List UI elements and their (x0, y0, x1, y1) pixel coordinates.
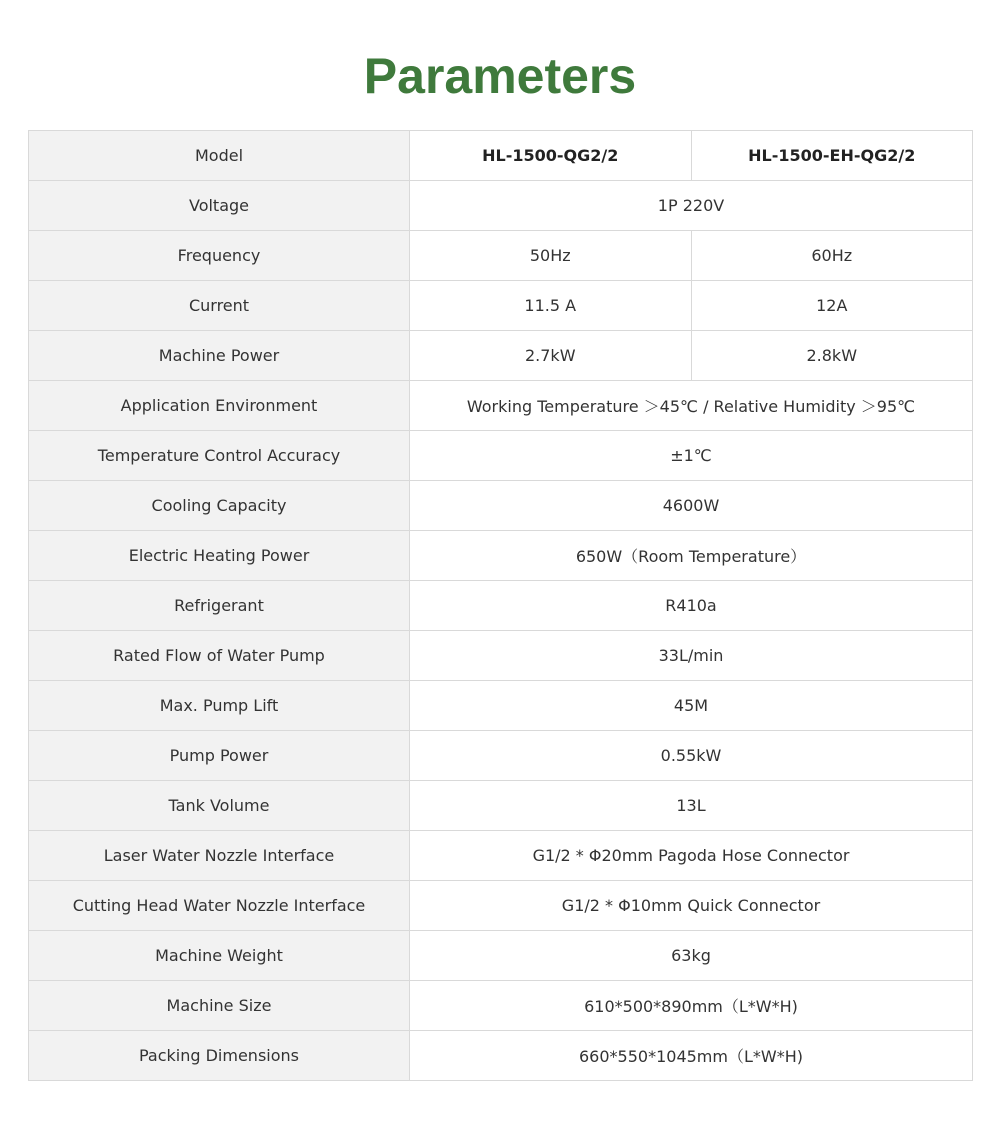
table-row-machine-size (29, 981, 973, 1031)
table-row-machine-weight (29, 931, 973, 981)
row-label: Electric Heating Power (29, 531, 410, 581)
row-value: 33L/min (410, 631, 973, 681)
row-value: 1P 220V (410, 181, 973, 231)
table-row-cutting-head-nozzle (29, 881, 973, 931)
row-label: Pump Power (29, 731, 410, 781)
model-name-2: HL-1500-EH-QG2/2 (691, 131, 973, 181)
table-row-rated-flow (29, 631, 973, 681)
table-row-pump-power (29, 731, 973, 781)
table-row-refrigerant (29, 581, 973, 631)
row-label: Cooling Capacity (29, 481, 410, 531)
row-label: Machine Weight (29, 931, 410, 981)
row-value-model-2: 60Hz (691, 231, 973, 281)
row-value-model-1: 2.7kW (410, 331, 692, 381)
row-label: Refrigerant (29, 581, 410, 631)
table-row-machine-power (29, 331, 973, 381)
table-row-application-environment (29, 381, 973, 431)
row-value: 45M (410, 681, 973, 731)
table-row-frequency (29, 231, 973, 281)
row-value: 660*550*1045mm（L*W*H) (410, 1031, 973, 1081)
row-value: G1/2 * Φ20mm Pagoda Hose Connector (410, 831, 973, 881)
row-value-model-2: 12A (691, 281, 973, 331)
row-label: Machine Power (29, 331, 410, 381)
row-label: Laser Water Nozzle Interface (29, 831, 410, 881)
row-label: Application Environment (29, 381, 410, 431)
row-label: Cutting Head Water Nozzle Interface (29, 881, 410, 931)
row-value: 4600W (410, 481, 973, 531)
row-value-model-1: 11.5 A (410, 281, 692, 331)
table-row-model (29, 131, 973, 181)
row-value: R410a (410, 581, 973, 631)
table-row-current (29, 281, 973, 331)
row-label: Rated Flow of Water Pump (29, 631, 410, 681)
parameters-table (28, 130, 973, 1081)
row-value-model-1: 50Hz (410, 231, 692, 281)
row-value: 13L (410, 781, 973, 831)
page-title: Parameters (363, 48, 637, 104)
row-value: 610*500*890mm（L*W*H) (410, 981, 973, 1031)
row-label: Max. Pump Lift (29, 681, 410, 731)
row-label: Packing Dimensions (29, 1031, 410, 1081)
row-value-model-2: 2.8kW (691, 331, 973, 381)
row-value: Working Temperature ＞45℃ / Relative Humidity ＞95℃ (410, 381, 973, 431)
row-label: Temperature Control Accuracy (29, 431, 410, 481)
row-value: G1/2 * Φ10mm Quick Connector (410, 881, 973, 931)
table-row-tank-volume (29, 781, 973, 831)
row-label: Current (29, 281, 410, 331)
table-row-electric-heating-power (29, 531, 973, 581)
row-label: Frequency (29, 231, 410, 281)
table-row-packing-dimensions (29, 1031, 973, 1081)
row-value: 0.55kW (410, 731, 973, 781)
row-value: ±1℃ (410, 431, 973, 481)
row-value: 650W（Room Temperature） (410, 531, 973, 581)
table-row-max-pump-lift (29, 681, 973, 731)
table-row-voltage (29, 181, 973, 231)
row-label: Machine Size (29, 981, 410, 1031)
row-label: Tank Volume (29, 781, 410, 831)
row-value: 63kg (410, 931, 973, 981)
table-row-temperature-accuracy (29, 431, 973, 481)
row-label: Voltage (29, 181, 410, 231)
table-row-laser-nozzle (29, 831, 973, 881)
row-label: Model (29, 131, 410, 181)
table-row-cooling-capacity (29, 481, 973, 531)
model-name-1: HL-1500-QG2/2 (410, 131, 692, 181)
